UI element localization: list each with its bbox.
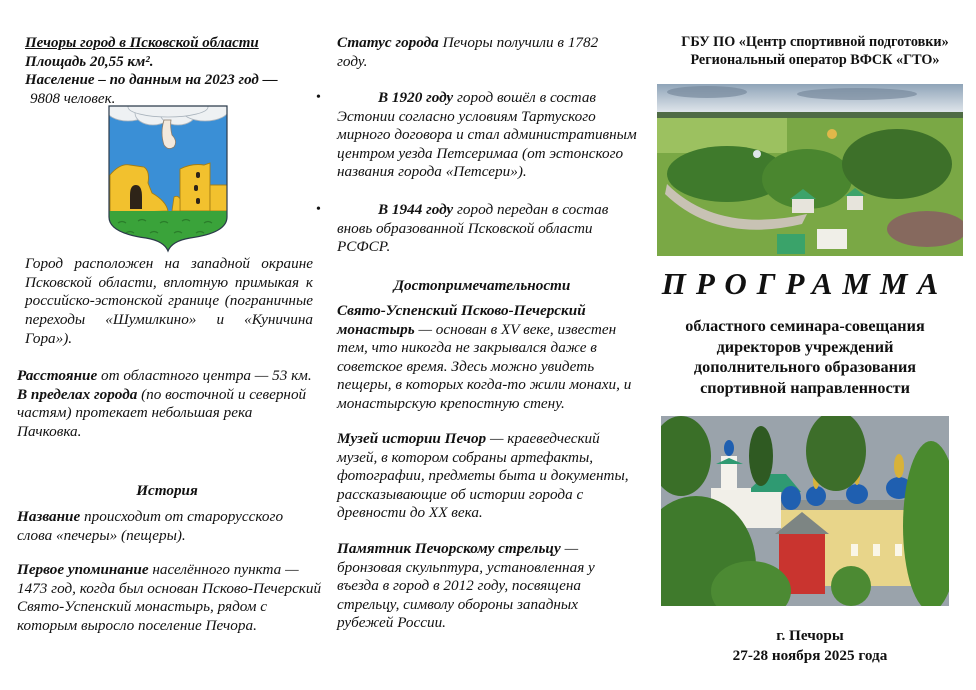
bullet-1944-text: город передан в состав вновь образованной Псковской области РСФСР.: [337, 201, 609, 256]
venue-dates: 27-28 ноября 2025 года: [732, 646, 888, 664]
city-title: Печоры город в Псковской области: [25, 35, 259, 51]
sight-monastery-label: Свято-Успенский Псково-Печерский монастырь: [337, 302, 586, 338]
river-text: (по восточной и северной частям) протекает небольшая река Пачковка.: [17, 385, 307, 440]
venue-city: г. Печоры: [776, 627, 844, 644]
population-value: 9808 человек.: [30, 90, 116, 107]
sight-monument-text: — бронзовая скульптура, установленная у въезда в город в 2012 году, посвящена стрельцу, символу обороны западных рубежей России.: [337, 540, 595, 632]
distance-text: от областного центра — 53 км.: [97, 367, 312, 384]
sight-museum: [337, 430, 637, 523]
subtitle-line: дополнительного образования: [693, 358, 917, 377]
location-description: Город расположен на западной окраине Псковской области, вплотную примыкая к российско-эстонской границе (пограничные переходы «Шумилкино» и «Куничина Гора»).: [25, 255, 313, 347]
bullet-icon: •: [316, 202, 321, 217]
sights-heading: Достопримечательности: [393, 277, 571, 294]
sight-monastery-text: — основан в XV веке, известен тем, что никогда не закрывался даже в советское время. Здесь можно увидеть пещеры, в которых когда-то жили монахи, и монастырскую крепостную стену.: [337, 320, 632, 412]
sight-monastery: [337, 302, 637, 414]
river-label: В пределах города: [17, 385, 138, 403]
city-status-label: Статус города: [337, 34, 439, 51]
bullet-icon: •: [316, 90, 321, 105]
bullet-1920-label: В 1920 году: [378, 89, 454, 106]
sight-museum-text: — краеведческий музей, в котором собраны артефакты, фотографии, предметы быта и документы, рассказывающие об истории города с древности до XX века.: [337, 430, 629, 522]
city-status-text: Печоры получили в 1782 году.: [337, 34, 599, 70]
city-facts: [25, 34, 325, 108]
name-origin-text: происходит от старорусского слова «печеры» (пещеры).: [17, 508, 284, 544]
distance-and-river: [17, 367, 317, 441]
history-heading: История: [136, 482, 198, 499]
sight-monument-label: Памятник Печорскому стрельцу: [337, 540, 561, 557]
organizer-name: ГБУ ПО «Центр спортивной подготовки»: [681, 34, 949, 50]
coat-of-arms-icon: [108, 105, 228, 253]
subtitle-line: спортивной направленности: [700, 378, 910, 397]
monastery-domes-photo: [661, 416, 949, 606]
bullet-1944-label: В 1944 году: [378, 201, 454, 218]
event-venue: [680, 626, 940, 665]
city-status: [337, 34, 627, 71]
first-mention: [17, 561, 322, 635]
first-mention-text: населённого пункта — 1473 год, когда был основан Псково-Печерский Свято-Успенский монастырь, рядом с которым выросло поселение Печора.: [17, 561, 322, 634]
name-origin-label: Название: [17, 508, 81, 525]
distance-label: Расстояние: [17, 367, 98, 384]
program-subtitle: [655, 316, 955, 398]
name-origin: [17, 508, 317, 545]
bullet-1920-text: город вошёл в состав Эстонии согласно условиям Тартуского мирного договора и стал административным центром уезда Петсеримаа (от эстонского названия города «Петсери»).: [337, 89, 637, 181]
organizer-role: Региональный оператор ВФСК «ГТО»: [690, 52, 940, 68]
subtitle-line: областного семинара-совещания: [685, 317, 925, 335]
aerial-monastery-photo: [657, 84, 963, 256]
sight-museum-label: Музей истории Печор: [337, 430, 487, 447]
organizer: [655, 33, 975, 69]
first-mention-label: Первое упоминание: [17, 561, 149, 578]
sight-monument: [337, 540, 637, 633]
program-title: ПРОГРАММА: [661, 266, 949, 301]
population-label: Население – по данным на 2023 год —: [25, 72, 278, 88]
city-area: Площадь 20,55 км².: [25, 53, 154, 70]
subtitle-line: директоров учреждений: [716, 337, 894, 356]
